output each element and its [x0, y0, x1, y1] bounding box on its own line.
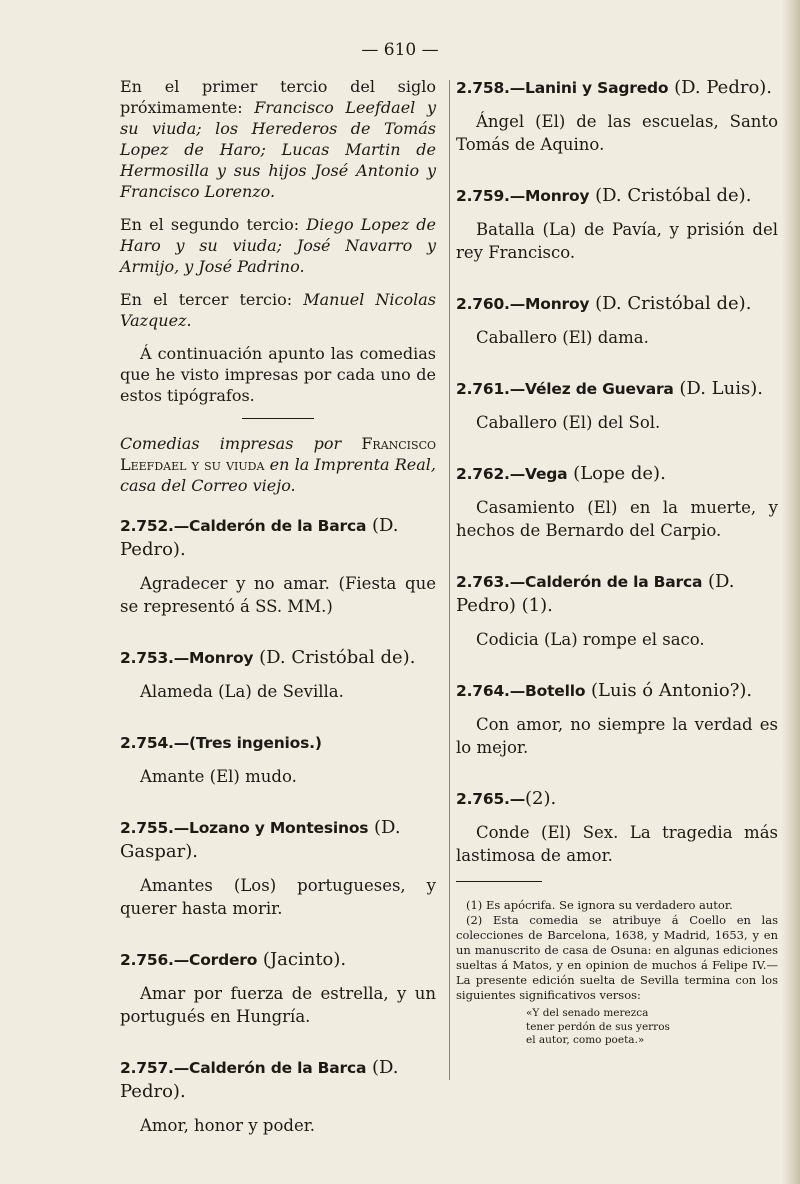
- entry-title: Amante (El) mudo.: [140, 767, 297, 786]
- footnote-verse: [526, 1007, 778, 1048]
- verse-line: «Y del senado merezca: [526, 1007, 649, 1019]
- column-divider: [449, 80, 450, 1080]
- entry: [456, 292, 778, 349]
- entry-number: 2.756.—: [120, 951, 190, 969]
- entry-number: 2.764.—: [456, 682, 526, 700]
- entry-title: Ángel (El) de las escuelas, Santo Tomás de Aquino.: [456, 112, 778, 154]
- footnotes: [456, 898, 778, 1048]
- entry: [120, 948, 436, 1028]
- footnote-2: (2) Esta comedia se atribuye á Coello en las colecciones de Barcelona, 1638, y Madrid, 1653, y en un manuscrito de casa de Osuna: en algunas ediciones sueltas á Matos, y en opinion de muchos á Felipe IV.—La presente edición suelta de Sevilla termina con los siguientes significativos versos:: [456, 913, 778, 1002]
- footnote-1: (1) Es apócrifa. Se ignora su verdadero autor.: [466, 898, 733, 912]
- entry-author: (Tres ingenios.): [189, 734, 322, 752]
- intro-paragraph: Á continuación apunto las comedias que he visto impresas por cada uno de estos tipógrafos.: [120, 344, 436, 405]
- entry-first-name: (D. Pedro).: [120, 515, 399, 560]
- entry: [120, 514, 436, 618]
- section-heading: [120, 433, 436, 496]
- entry-number: 2.758.—: [456, 79, 526, 97]
- printers-third-third: [120, 289, 436, 331]
- section-rule: [242, 418, 314, 419]
- entry-author: Lozano y Montesinos: [189, 819, 369, 837]
- entry-first-name: (2).: [525, 788, 557, 809]
- entry-number: 2.762.—: [456, 465, 526, 483]
- entry-author: Botello: [525, 682, 586, 700]
- entry-first-name: (D. Pedro).: [120, 1057, 399, 1102]
- entry-number: 2.755.—: [120, 819, 190, 837]
- entry-title: Amar por fuerza de estrella, y un portugués en Hungría.: [120, 984, 436, 1026]
- entry-title: Casamiento (El) en la muerte, y hechos de Bernardo del Carpio.: [456, 498, 778, 540]
- entry-title: Batalla (La) de Pavía, y prisión del rey Francisco.: [456, 220, 778, 262]
- heading-part: en la Imprenta Real, casa del Correo viejo.: [120, 455, 436, 495]
- entry-number: 2.765.—: [456, 790, 526, 808]
- entry-number: 2.757.—: [120, 1059, 190, 1077]
- entry-first-name: (D. Cristóbal de).: [589, 293, 752, 314]
- entry-title: Alameda (La) de Sevilla.: [140, 682, 344, 701]
- entry-author: Cordero: [189, 951, 258, 969]
- entry-author: Monroy: [189, 649, 254, 667]
- page-edge-shadow: [782, 0, 800, 1184]
- entry-number: 2.763.—: [456, 573, 526, 591]
- entry: [120, 731, 436, 788]
- entry-first-name: (Lope de).: [567, 463, 666, 484]
- entry-title: Agradecer y no amar. (Fiesta que se representó á SS. MM.): [120, 574, 436, 616]
- entry: [456, 570, 778, 651]
- entry-author: Lanini y Sagredo: [525, 79, 669, 97]
- entry: [120, 816, 436, 920]
- intro-lead: En el segundo tercio:: [120, 215, 307, 234]
- intro-lead: En el primer tercio del siglo próximamente:: [120, 77, 436, 117]
- entry-author: Monroy: [525, 295, 590, 313]
- printer-names: Manuel Nicolas Vazquez.: [120, 290, 437, 330]
- entry-first-name: (D. Gaspar).: [120, 817, 401, 862]
- entry-title: Conde (El) Sex. La tragedia más lastimosa de amor.: [456, 823, 778, 865]
- entry-number: 2.752.—: [120, 517, 190, 535]
- entry-number: 2.754.—: [120, 734, 190, 752]
- entry-first-name: (Jacinto).: [257, 949, 347, 970]
- entry-title: Caballero (El) dama.: [476, 328, 649, 347]
- entry-number: 2.761.—: [456, 380, 526, 398]
- footnote-rule: [456, 881, 542, 882]
- entry-first-name: (Luis ó Antonio?).: [585, 680, 753, 701]
- entry: [456, 462, 778, 542]
- heading-part: Comedias impresas por: [120, 434, 362, 453]
- intro-lead: En el tercer tercio:: [120, 290, 304, 309]
- entry: [120, 1056, 436, 1137]
- entry-author: Calderón de la Barca: [189, 1059, 367, 1077]
- entry: [120, 646, 436, 703]
- page-number: — 610 —: [361, 40, 439, 60]
- printers-second-third: [120, 214, 436, 277]
- entry-title: Amantes (Los) portugueses, y querer hasta morir.: [120, 876, 436, 918]
- entry-first-name: (D. Luis).: [673, 378, 763, 399]
- entry-author: Calderón de la Barca: [189, 517, 367, 535]
- entry: [456, 76, 778, 156]
- entry-number: 2.753.—: [120, 649, 190, 667]
- verse-line: tener perdón de sus yerros: [526, 1020, 670, 1033]
- entry: [456, 184, 778, 264]
- printer-names: Diego Lopez de Haro y su viuda; José Navarro y Armijo, y José Padrino.: [120, 215, 437, 276]
- entry-first-name: (D. Cristóbal de).: [253, 647, 416, 668]
- entry: [456, 377, 778, 434]
- entry-author: Monroy: [525, 187, 590, 205]
- entry-number: 2.759.—: [456, 187, 526, 205]
- entry-title: Caballero (El) del Sol.: [476, 413, 661, 432]
- printer-names: Francisco Leefdael y su viuda; los Herederos de Tomás Lopez de Haro; Lucas Martin de Hermosilla y sus hijos José Antonio y Francisco Lorenzo.: [120, 98, 436, 201]
- right-column: [456, 76, 778, 1048]
- entry-author: Vega: [525, 465, 568, 483]
- printers-first-third: [120, 76, 436, 202]
- left-column: [120, 76, 436, 1165]
- printer-smallcaps: Francisco Leefdael y su viuda: [120, 434, 436, 474]
- entry-number: 2.760.—: [456, 295, 526, 313]
- entry: [456, 679, 778, 759]
- entry-title: Amor, honor y poder.: [140, 1116, 316, 1135]
- entry-title: Con amor, no siempre la verdad es lo mejor.: [456, 715, 778, 757]
- entry-first-name: (D. Pedro).: [668, 77, 773, 98]
- verse-line: el autor, como poeta.»: [526, 1034, 645, 1046]
- entry-author: Calderón de la Barca: [525, 573, 703, 591]
- entry-first-name: (D. Pedro) (1).: [456, 571, 735, 616]
- entry-author: Vélez de Guevara: [525, 380, 674, 398]
- entry: [456, 787, 778, 867]
- entry-first-name: (D. Cristóbal de).: [589, 185, 752, 206]
- entry-title: Codicia (La) rompe el saco.: [476, 630, 705, 649]
